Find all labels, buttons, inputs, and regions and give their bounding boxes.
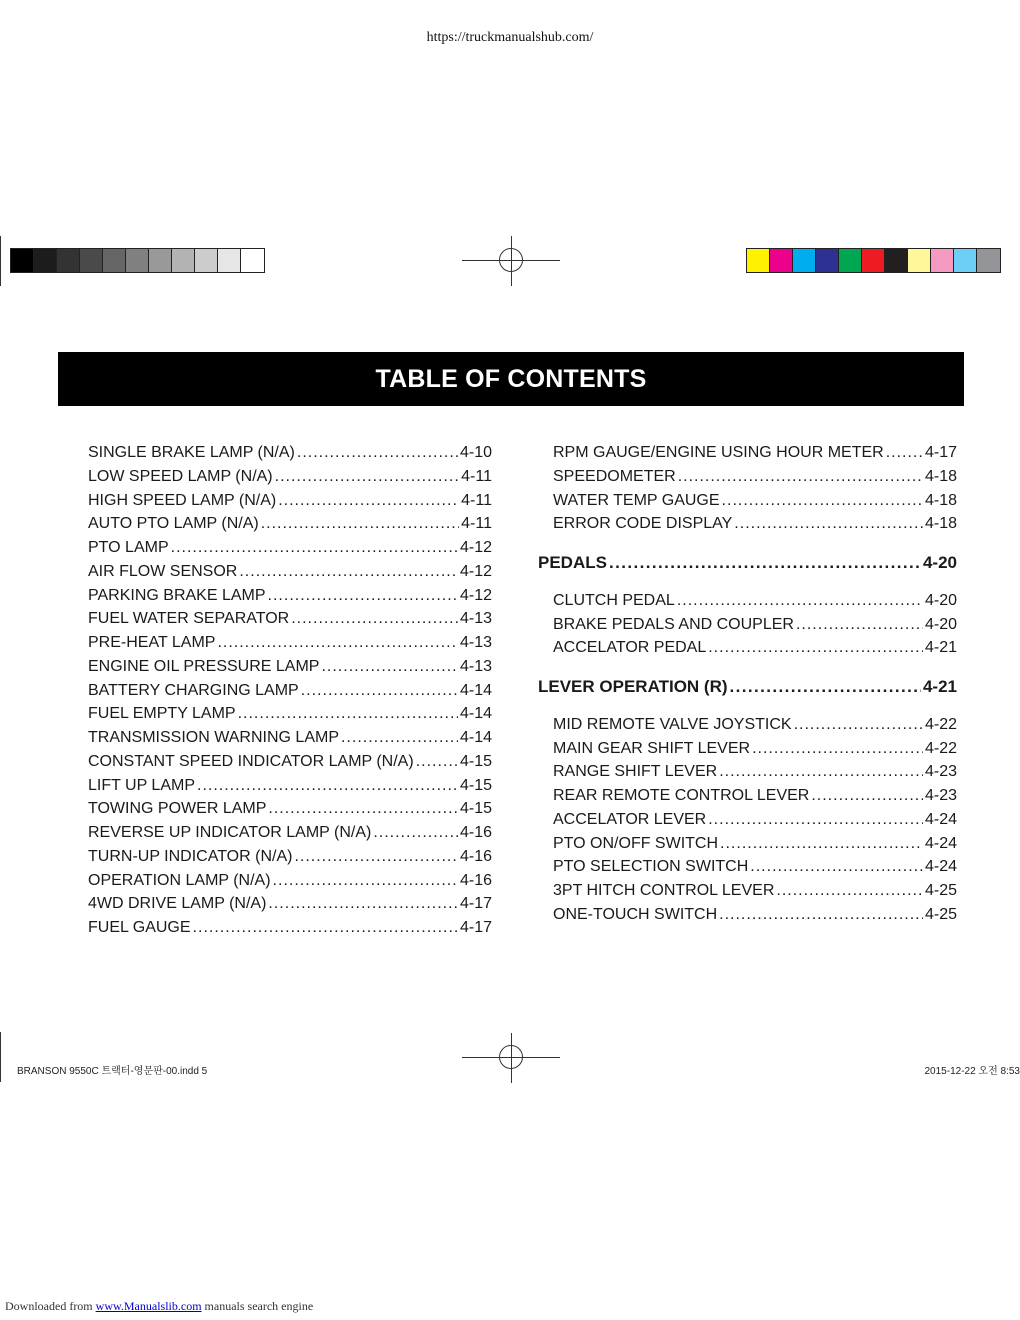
grayscale-swatch <box>80 249 103 272</box>
color-swatch <box>747 249 770 272</box>
toc-entry[interactable] <box>88 631 492 655</box>
dot-leader <box>886 441 923 465</box>
color-swatch <box>793 249 816 272</box>
toc-entry-page: 4-25 <box>924 882 957 899</box>
dot-leader <box>776 879 923 903</box>
dot-leader <box>197 774 458 798</box>
toc-entry-page: 4-20 <box>924 615 957 633</box>
dot-leader <box>373 821 458 845</box>
grayscale-swatch <box>149 249 172 272</box>
toc-entry-page: 4-15 <box>459 800 492 818</box>
toc-section-heading-page: 4-21 <box>922 677 957 696</box>
toc-entry[interactable] <box>88 797 492 821</box>
toc-entry-page: 4-17 <box>924 444 957 461</box>
toc-entry-title: MAIN GEAR SHIFT LEVER <box>553 739 751 757</box>
toc-left-column <box>88 441 492 940</box>
grayscale-swatch <box>103 249 126 272</box>
toc-entry[interactable] <box>88 916 492 940</box>
toc-entry[interactable] <box>553 832 957 856</box>
toc-entry-title: HIGH SPEED LAMP (N/A) <box>88 491 277 509</box>
manualslib-link[interactable]: www.Manualslib.com <box>95 1299 202 1313</box>
dot-leader <box>294 845 458 869</box>
toc-entry-page: 4-25 <box>924 905 957 923</box>
toc-entry-title: ENGINE OIL PRESSURE LAMP <box>88 657 320 675</box>
dot-leader <box>750 855 923 879</box>
toc-entry-page: 4-16 <box>459 824 492 841</box>
toc-entry[interactable] <box>553 808 957 832</box>
toc-entry-title: SINGLE BRAKE LAMP (N/A) <box>88 444 295 461</box>
toc-entry-page: 4-14 <box>459 729 492 746</box>
toc-entry-title: 4WD DRIVE LAMP (N/A) <box>88 895 267 913</box>
toc-section-heading-title: PEDALS <box>538 553 607 572</box>
page-title: TABLE OF CONTENTS <box>58 352 964 406</box>
toc-entry-title: PTO ON/OFF SWITCH <box>553 834 719 852</box>
toc-entry-page: 4-15 <box>459 752 492 770</box>
toc-entry-title: SPEEDOMETER <box>553 467 676 485</box>
toc-entry-title: PRE-HEAT LAMP <box>88 634 216 651</box>
toc-entry[interactable] <box>88 869 492 893</box>
toc-entry-title: RPM GAUGE/ENGINE USING HOUR METER <box>553 444 884 461</box>
dot-leader <box>609 551 921 575</box>
toc-entry[interactable] <box>88 726 492 750</box>
dot-leader <box>278 489 459 513</box>
toc-entry-title: ACCELATOR LEVER <box>553 810 707 828</box>
toc-entry-page: 4-21 <box>924 639 957 657</box>
toc-entry[interactable] <box>88 774 492 798</box>
toc-entry[interactable] <box>88 536 492 560</box>
toc-entry-page: 4-18 <box>924 491 957 509</box>
toc-entry-title: RANGE SHIFT LEVER <box>553 763 718 781</box>
toc-entry[interactable] <box>88 512 492 536</box>
toc-entry[interactable] <box>553 589 957 613</box>
grayscale-swatch <box>11 249 34 272</box>
dot-leader <box>171 536 458 560</box>
toc-entry[interactable] <box>553 489 957 513</box>
toc-entry-title: PTO LAMP <box>88 539 169 556</box>
toc-entry[interactable] <box>88 845 492 869</box>
toc-entry-page: 4-15 <box>459 776 492 794</box>
dot-leader <box>678 465 923 489</box>
dot-leader <box>297 441 458 465</box>
toc-entry[interactable] <box>88 465 492 489</box>
source-url: https://truckmanualshub.com/ <box>426 30 594 45</box>
dot-leader <box>268 584 458 608</box>
color-swatch <box>954 249 977 272</box>
grayscale-swatch <box>34 249 57 272</box>
toc-entry-title: WATER TEMP GAUGE <box>553 491 720 509</box>
download-prefix: Downloaded from <box>5 1299 96 1313</box>
toc-entry-page: 4-13 <box>459 634 492 651</box>
toc-entry-title: OPERATION LAMP (N/A) <box>88 871 271 889</box>
crop-mark-top-left <box>0 236 1 286</box>
grayscale-swatch <box>195 249 218 272</box>
toc-entry-page: 4-11 <box>461 467 492 485</box>
toc-entry-title: PTO SELECTION SWITCH <box>553 858 749 876</box>
toc-entry-title: TOWING POWER LAMP <box>88 800 267 818</box>
toc-entry-page: 4-12 <box>459 586 492 604</box>
toc-entry-title: ERROR CODE DISPLAY <box>553 515 733 533</box>
toc-entry-page: 4-13 <box>459 657 492 675</box>
color-swatch <box>885 249 908 272</box>
download-note <box>5 1299 313 1314</box>
toc-entry-title: MID REMOTE VALVE JOYSTICK <box>553 715 792 733</box>
toc-entry-page: 4-11 <box>461 491 492 509</box>
toc-entry-page: 4-23 <box>924 763 957 781</box>
toc-entry-title: CONSTANT SPEED INDICATOR LAMP (N/A) <box>88 752 414 770</box>
toc-entry-title: BRAKE PEDALS AND COUPLER <box>553 615 794 633</box>
toc-entry[interactable] <box>553 441 957 465</box>
toc-entry-page: 4-24 <box>924 834 957 852</box>
toc-entry[interactable] <box>88 607 492 631</box>
toc-entry[interactable] <box>553 613 957 637</box>
toc-section-heading-title: LEVER OPERATION (R) <box>538 677 728 696</box>
toc-entry[interactable] <box>88 441 492 465</box>
toc-entry-page: 4-12 <box>459 562 492 580</box>
toc-entry-page: 4-14 <box>459 705 492 723</box>
toc-entry-page: 4-22 <box>924 739 957 757</box>
color-swatch <box>908 249 931 272</box>
toc-entry-title: BATTERY CHARGING LAMP <box>88 681 299 699</box>
toc-entry-title: FUEL EMPTY LAMP <box>88 705 236 723</box>
toc-entry-title: PARKING BRAKE LAMP <box>88 586 266 604</box>
toc-entry-title: LOW SPEED LAMP (N/A) <box>88 467 273 485</box>
toc-entry[interactable] <box>88 584 492 608</box>
toc-entry[interactable] <box>553 713 957 737</box>
crop-mark-bottom-left <box>0 1032 1 1082</box>
dot-leader <box>730 675 921 699</box>
toc-entry-page: 4-23 <box>924 787 957 804</box>
toc-entry-title: AIR FLOW SENSOR <box>88 562 238 580</box>
dot-leader <box>321 655 458 679</box>
grayscale-swatch <box>57 249 80 272</box>
dot-leader <box>217 631 458 655</box>
toc-right-column <box>538 441 957 927</box>
toc-entry-title: ACCELATOR PEDAL <box>553 639 707 657</box>
toc-entry-page: 4-18 <box>924 467 957 485</box>
toc-entry-page: 4-17 <box>459 895 492 913</box>
toc-entry-page: 4-16 <box>459 847 492 865</box>
toc-section-heading[interactable] <box>538 675 957 699</box>
dot-leader <box>734 512 923 536</box>
footer-timestamp: 2015-12-22 오전 8:53 <box>924 1066 1020 1077</box>
toc-entry-title: TURN-UP INDICATOR (N/A) <box>88 847 293 865</box>
toc-entry[interactable] <box>88 560 492 584</box>
dot-leader <box>708 808 923 832</box>
toc-entry-page: 4-12 <box>459 539 492 556</box>
toc-entry[interactable] <box>553 855 957 879</box>
toc-section-heading-page: 4-20 <box>922 553 957 572</box>
toc-entry[interactable] <box>553 465 957 489</box>
toc-entry[interactable] <box>553 879 957 903</box>
dot-leader <box>796 613 923 637</box>
toc-entry-page: 4-17 <box>459 919 492 936</box>
dot-leader <box>193 916 458 940</box>
toc-entry-page: 4-18 <box>924 515 957 533</box>
footer-file-name: BRANSON 9550C 트랙터-영문판-00.indd 5 <box>17 1066 208 1077</box>
toc-entry-title: AUTO PTO LAMP (N/A) <box>88 515 259 533</box>
toc-entry-title: FUEL WATER SEPARATOR <box>88 610 290 628</box>
toc-entry-page: 4-10 <box>459 444 492 461</box>
toc-entry-page: 4-20 <box>924 591 957 609</box>
color-swatch <box>770 249 793 272</box>
grayscale-swatch <box>241 249 264 272</box>
color-swatch <box>977 249 1000 272</box>
dot-leader <box>268 797 458 821</box>
color-bar <box>746 248 1001 273</box>
toc-entry[interactable] <box>88 655 492 679</box>
dot-leader <box>708 636 923 660</box>
toc-entry-title: REVERSE UP INDICATOR LAMP (N/A) <box>88 824 372 841</box>
dot-leader <box>301 679 458 703</box>
dot-leader <box>238 702 458 726</box>
toc-entry-title: CLUTCH PEDAL <box>553 591 675 609</box>
toc-entry-page: 4-14 <box>459 681 492 699</box>
toc-entry[interactable] <box>88 489 492 513</box>
dot-leader <box>416 750 458 774</box>
toc-entry-title: FUEL GAUGE <box>88 919 191 936</box>
toc-entry-title: TRANSMISSION WARNING LAMP <box>88 729 339 746</box>
dot-leader <box>291 607 458 631</box>
color-swatch <box>931 249 954 272</box>
grayscale-swatch <box>126 249 149 272</box>
color-swatch <box>862 249 885 272</box>
toc-entry-title: 3PT HITCH CONTROL LEVER <box>553 882 775 899</box>
toc-entry-page: 4-24 <box>924 810 957 828</box>
toc-entry[interactable] <box>88 750 492 774</box>
toc-entry[interactable] <box>88 702 492 726</box>
toc-entry[interactable] <box>553 737 957 761</box>
toc-entry[interactable] <box>553 784 957 808</box>
dot-leader <box>341 726 458 750</box>
toc-entry[interactable] <box>553 760 957 784</box>
grayscale-swatch <box>172 249 195 272</box>
dot-leader <box>273 869 458 893</box>
toc-entry[interactable] <box>553 903 957 927</box>
toc-entry-page: 4-13 <box>459 610 492 628</box>
toc-entry[interactable] <box>553 512 957 536</box>
dot-leader <box>275 465 460 489</box>
dot-leader <box>752 737 923 761</box>
dot-leader <box>794 713 923 737</box>
toc-entry-page: 4-11 <box>461 515 492 533</box>
toc-section-heading[interactable] <box>538 551 957 575</box>
dot-leader <box>722 489 923 513</box>
color-swatch <box>839 249 862 272</box>
toc-entry-title: ONE-TOUCH SWITCH <box>553 905 718 923</box>
toc-entry[interactable] <box>88 821 492 845</box>
toc-entry-page: 4-16 <box>459 871 492 889</box>
dot-leader <box>811 784 923 808</box>
toc-entry[interactable] <box>88 892 492 916</box>
toc-entry-title: REAR REMOTE CONTROL LEVER <box>553 787 810 804</box>
dot-leader <box>261 512 459 536</box>
toc-entry-title: LIFT UP LAMP <box>88 776 195 794</box>
dot-leader <box>239 560 458 584</box>
dot-leader <box>677 589 923 613</box>
grayscale-bar <box>10 248 265 273</box>
color-swatch <box>816 249 839 272</box>
grayscale-swatch <box>218 249 241 272</box>
toc-entry[interactable] <box>88 679 492 703</box>
toc-entry-page: 4-24 <box>924 858 957 876</box>
toc-entry-page: 4-22 <box>924 715 957 733</box>
dot-leader <box>268 892 458 916</box>
dot-leader <box>719 760 923 784</box>
toc-entry[interactable] <box>553 636 957 660</box>
dot-leader <box>719 903 923 927</box>
download-suffix: manuals search engine <box>201 1299 314 1313</box>
dot-leader <box>720 832 923 856</box>
